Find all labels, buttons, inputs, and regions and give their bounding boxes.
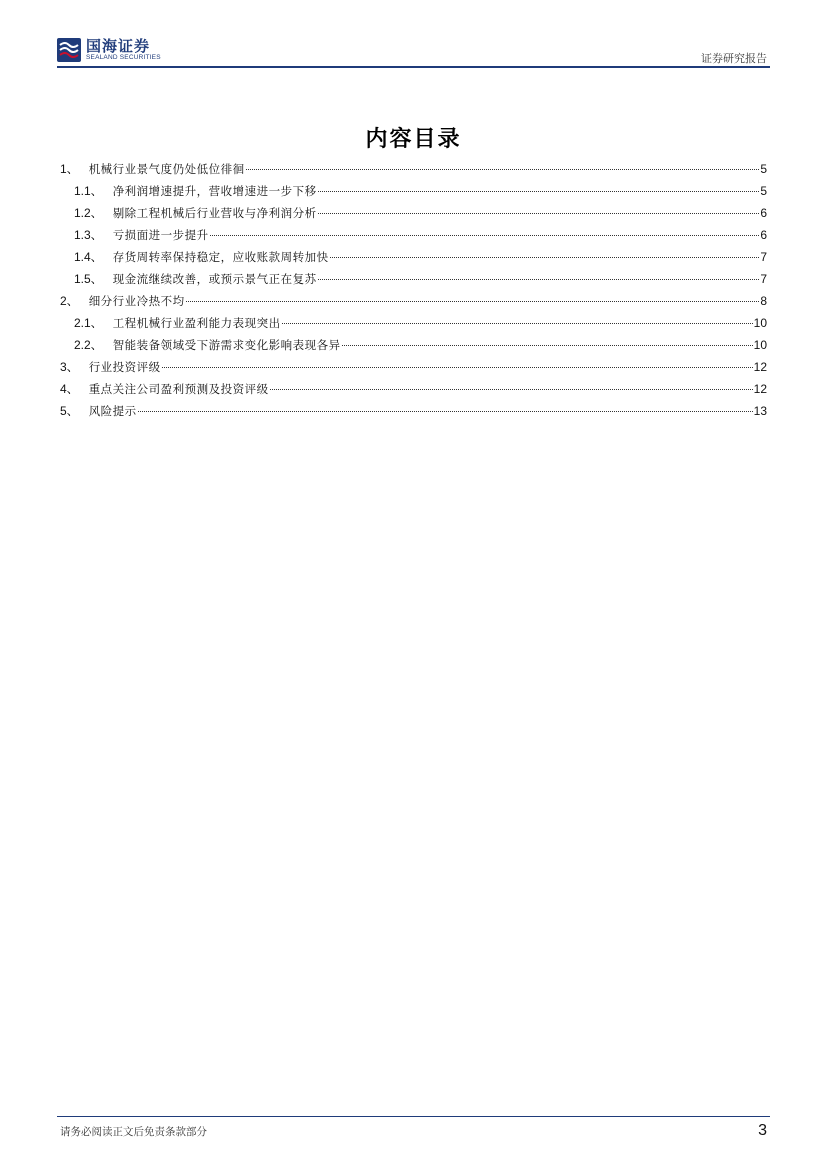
toc-entry[interactable] [60,182,767,204]
toc-entry-title: 细分行业冷热不均 [88,294,185,308]
toc-entry[interactable] [60,226,767,248]
toc-entry-title: 重点关注公司盈利预测及投资评级 [88,382,269,396]
toc-entry[interactable] [60,270,767,292]
toc-dot-leader [330,257,760,258]
toc-entry-number: 5、 [60,404,79,418]
toc-entry[interactable] [60,358,767,380]
toc-entry-number: 1.4、 [74,250,103,264]
toc-dot-leader [282,323,753,324]
toc-dot-leader [318,279,760,280]
toc-entry-page: 10 [753,316,767,330]
toc-entry-title: 剔除工程机械后行业营收与净利润分析 [112,206,317,220]
toc-entry[interactable] [60,402,767,424]
toc-entry-title: 智能装备领域受下游需求变化影响表现各异 [112,338,341,352]
logo-english-name: SEALAND SECURITIES [86,54,161,61]
toc-entry-title: 行业投资评级 [88,360,161,374]
toc-entry[interactable] [60,314,767,336]
toc-entry-page: 12 [753,382,767,396]
toc-entry-number: 1.3、 [74,228,103,242]
toc-dot-leader [270,389,753,390]
toc-entry-number: 1.2、 [74,206,103,220]
disclaimer-note: 请务必阅读正文后免责条款部分 [60,1126,207,1138]
toc-entry-page: 10 [753,338,767,352]
toc-entry-page: 8 [760,294,767,308]
toc-entry-page: 6 [760,228,767,242]
toc-entry-title: 现金流继续改善，或预示景气正在复苏 [112,272,317,286]
toc-entry-title: 工程机械行业盈利能力表现突出 [112,316,281,330]
toc-entry-number: 1.1、 [74,184,103,198]
toc-dot-leader [342,345,753,346]
page-header [0,0,827,70]
toc-dot-leader [210,235,760,236]
toc-entry-title: 净利润增速提升，营收增速进一步下移 [112,184,317,198]
toc-entry-page: 6 [760,206,767,220]
toc-entry-number: 3、 [60,360,79,374]
logo-chinese-name: 国海证券 [86,37,151,55]
toc-dot-leader [246,169,760,170]
toc-entry[interactable] [60,248,767,270]
toc-entry[interactable] [60,292,767,314]
page-number: 3 [758,1122,767,1139]
toc-entry[interactable] [60,160,767,182]
toc-entry[interactable] [60,380,767,402]
header-divider [57,66,770,68]
toc-entry-page: 5 [760,162,767,176]
sealand-logo-icon [57,38,81,62]
toc-dot-leader [162,367,753,368]
toc-entry-title: 存货周转率保持稳定，应收账款周转加快 [112,250,329,264]
toc-entry-number: 2、 [60,294,79,308]
toc-entry-number: 2.2、 [74,338,103,352]
toc-entry-title: 机械行业景气度仍处低位徘徊 [88,162,245,176]
footer-divider [57,1116,770,1117]
table-of-contents [60,160,767,424]
toc-entry-page: 12 [753,360,767,374]
toc-dot-leader [318,213,760,214]
toc-entry[interactable] [60,336,767,358]
toc-dot-leader [318,191,760,192]
toc-entry-page: 7 [760,272,767,286]
toc-entry-number: 4、 [60,382,79,396]
toc-entry[interactable] [60,204,767,226]
toc-entry-number: 2.1、 [74,316,103,330]
toc-title: 内容目录 [365,127,462,152]
toc-entry-title: 亏损面进一步提升 [112,228,209,242]
toc-dot-leader [138,411,753,412]
toc-entry-number: 1.5、 [74,272,103,286]
toc-entry-page: 7 [760,250,767,264]
toc-entry-page: 5 [760,184,767,198]
toc-entry-number: 1、 [60,162,79,176]
report-type-label: 证券研究报告 [701,52,767,65]
toc-dot-leader [186,301,760,302]
toc-entry-page: 13 [753,404,767,418]
company-logo [57,38,161,62]
toc-entry-title: 风险提示 [88,404,137,418]
